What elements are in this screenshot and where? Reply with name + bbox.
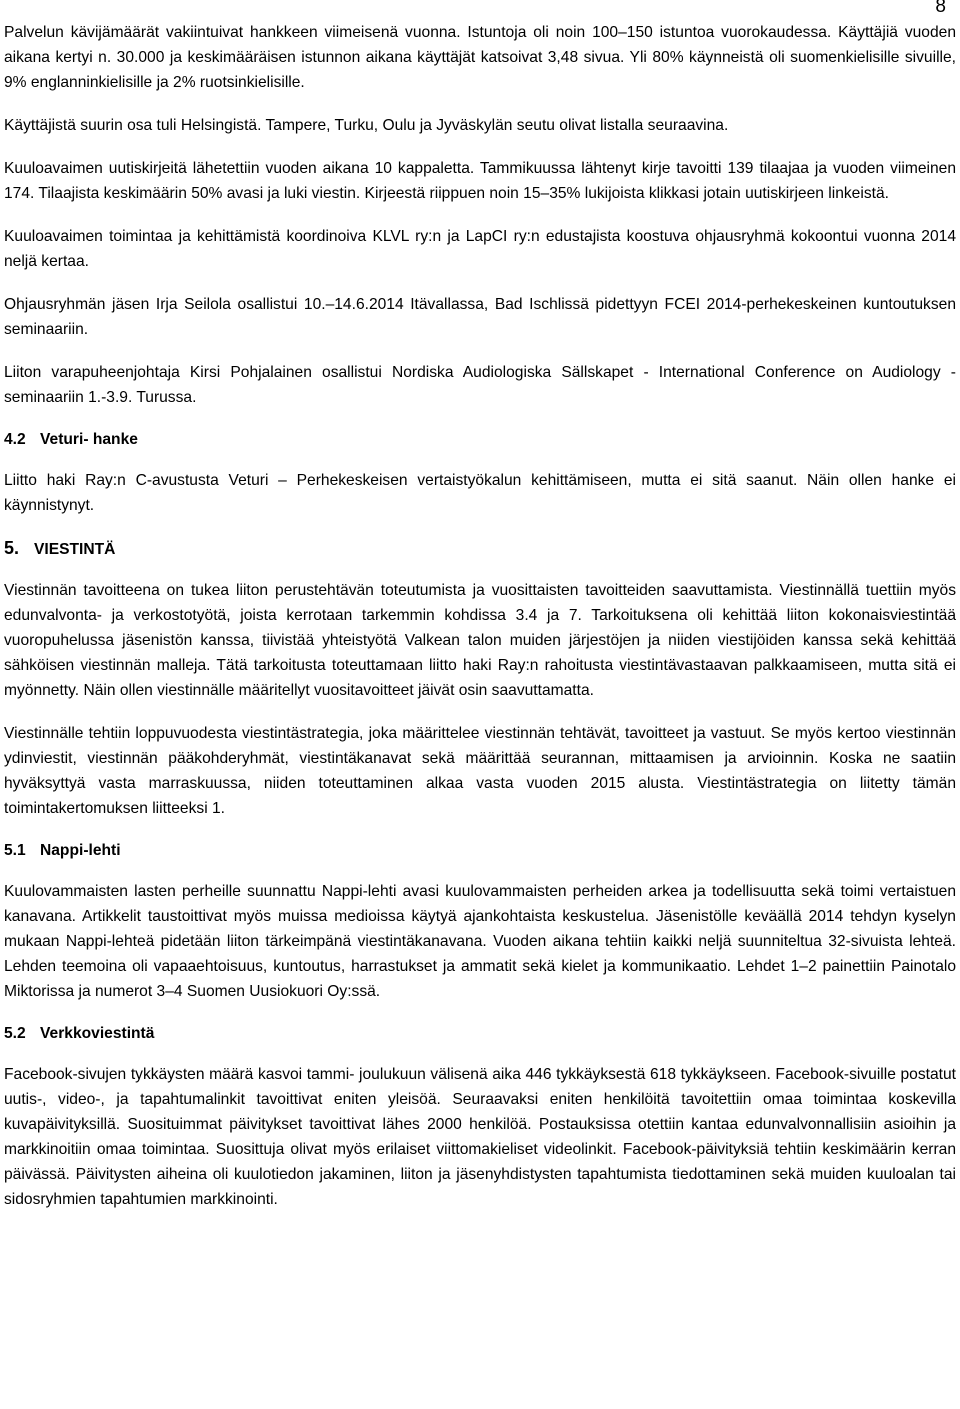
paragraph: Liiton varapuheenjohtaja Kirsi Pohjalainen osallistui Nordiska Audiologiska Sällskapet - International Conference on Audiology -seminaariin 1.-3.9. Turussa. bbox=[4, 364, 956, 406]
section-number: 5.1 bbox=[4, 842, 26, 859]
paragraph: Kuuloavaimen toimintaa ja kehittämistä koordinoiva KLVL ry:n ja LapCI ry:n edustajista koostuva ohjausryhmä kokoontui vuonna 2014 neljä kertaa. bbox=[4, 228, 956, 270]
section-heading bbox=[4, 1022, 956, 1046]
paragraph: Käyttäjistä suurin osa tuli Helsingistä. Tampere, Turku, Oulu ja Jyväskylän seutu olivat listalla seuraavina. bbox=[4, 117, 729, 134]
section-title: VIESTINTÄ bbox=[34, 541, 116, 558]
paragraph: Kuulovammaisten lasten perheille suunnattu Nappi-lehti avasi kuulovammaisten perheiden arkea ja todellisuutta sekä toimi vertaistuen kanavana. Artikkelit taustoittivat myös muissa medioissa käytyä ajankohtaista keskustelua. Jäsenistölle keväällä 2014 tehdyn kyselyn mukaan Nappi-lehteä pidetään liiton tärkeimpänä viestintäkanavana. Vuoden aikana tehtiin kaikki neljä suunniteltua 32-sivuista lehteä. Lehden teemoina oli vapaaehtoisuus, kuntoutus, harrastukset ja ammatit sekä kielet ja kommunikaatio. Lehdet 1–2 painettiin Painotalo Miktorissa ja numerot 3–4 Suomen Uusiokuori Oy:ssä. bbox=[4, 883, 956, 1000]
section-number: 4.2 bbox=[4, 431, 26, 448]
paragraph: Liitto haki Ray:n C-avustusta Veturi – Perhekeskeisen vertaistyökalun kehittämiseen, mutta ei sitä saanut. Näin ollen hanke ei käynnistynyt. bbox=[4, 472, 956, 514]
section-heading bbox=[4, 839, 956, 863]
section-title: Verkkoviestintä bbox=[40, 1025, 155, 1042]
section-title: Veturi- hanke bbox=[40, 431, 138, 448]
page-content bbox=[4, 20, 956, 1230]
paragraph: Kuuloavaimen uutiskirjeitä lähetettiin vuoden aikana 10 kappaletta. Tammikuussa lähtenyt kirje tavoitti 139 tilaajaa ja vuoden viimeinen 174. Tilaajista keskimäärin 50% avasi ja luki viestin. Kirjeestä riippuen noin 15–35% lukijoista klikkasi jotain uutiskirjeen linkeistä. bbox=[4, 160, 956, 202]
section-number: 5. bbox=[4, 538, 20, 558]
section-title: Nappi-lehti bbox=[40, 842, 121, 859]
section-number: 5.2 bbox=[4, 1025, 26, 1042]
section-heading bbox=[4, 536, 956, 562]
section-heading bbox=[4, 428, 956, 452]
paragraph: Viestinnälle tehtiin loppuvuodesta viestintästrategia, joka määrittelee viestinnän tehtävät, tavoitteet ja vastuut. Se myös kertoo viestinnän ydinviestit, viestinnän pääkohderyhmät, viestintäkanavat sekä määrittää seurannan, mittaamisen ja arvioinnin. Koska ne saatiin hyväksyttyä vasta marraskuussa, niiden toteuttaminen alkaa vasta vuoden 2015 alusta. Viestintästrategia on liitetty tämän toimintakertomuksen liitteeksi 1. bbox=[4, 725, 956, 817]
paragraph: Facebook-sivujen tykkäysten määrä kasvoi tammi- joulukuun välisenä aika 446 tykkäyksestä 618 tykkäykseen. Facebook-sivuille postatut uutis-, video-, ja tapahtumalinkit tavoittivat eniten yleisöä. Seuraavaksi eniten henkilöitä tavoitettiin omaa toimintaa koskevilla kuvapäivityksillä. Suosituimmat päivitykset tavoittivat lähes 2000 henkilöä. Postauksissa otettiin kantaa edunvalvonnallisiin asioihin ja markkinoitiin omaa toimintaa. Suosittuja olivat myös erilaiset viittomakieliset videolinkit. Facebook-päivityksiä tehtiin keskimäärin kerran päivässä. Päivitysten aiheina oli kuulotiedon jakaminen, liiton ja jäsenyhdistysten tapahtumista tiedottaminen sekä muiden kuuloalan tai sidosryhmien tapahtumien markkinointi. bbox=[4, 1066, 956, 1208]
paragraph: Palvelun kävijämäärät vakiintuivat hankkeen viimeisenä vuonna. Istuntoja oli noin 100–150 istuntoa vuorokaudessa. Käyttäjiä vuoden aikana kertyi n. 30.000 ja keskimääräisen istunnon aikana käyttäjät katsoivat 3,48 sivua. Yli 80% käynneistä oli suomenkielisille sivuille, 9% englanninkielisille ja 2% ruotsinkielisille. bbox=[4, 24, 956, 91]
paragraph: Ohjausryhmän jäsen Irja Seilola osallistui 10.–14.6.2014 Itävallassa, Bad Ischlissä pidettyyn FCEI 2014-perhekeskeinen kuntoutuksen seminaariin. bbox=[4, 296, 956, 338]
paragraph: Viestinnän tavoitteena on tukea liiton perustehtävän toteutumista ja vuosittaisten tavoitteiden saavuttamista. Viestinnällä tuettiin myös edunvalvonta- ja verkostotyötä, joista kerrotaan tarkemmin kohdissa 3.4 ja 7. Tarkoituksena oli kehittää liiton kokonaisviestintää vuoropuhelussa jäsenistön kanssa, tiivistää yhteistyötä Valkean talon muiden järjestöjen ja niiden viestijöiden kanssa sekä kehittää sähköisen viestinnän malleja. Tätä tarkoitusta toteuttamaan liitto haki Ray:n rahoitusta viestintävastaavan palkkaamiseen, mutta sitä ei myönnetty. Näin ollen viestinnälle määritellyt vuositavoitteet jäivät osin saavuttamatta. bbox=[4, 582, 956, 699]
page-number: 8 bbox=[935, 0, 946, 17]
